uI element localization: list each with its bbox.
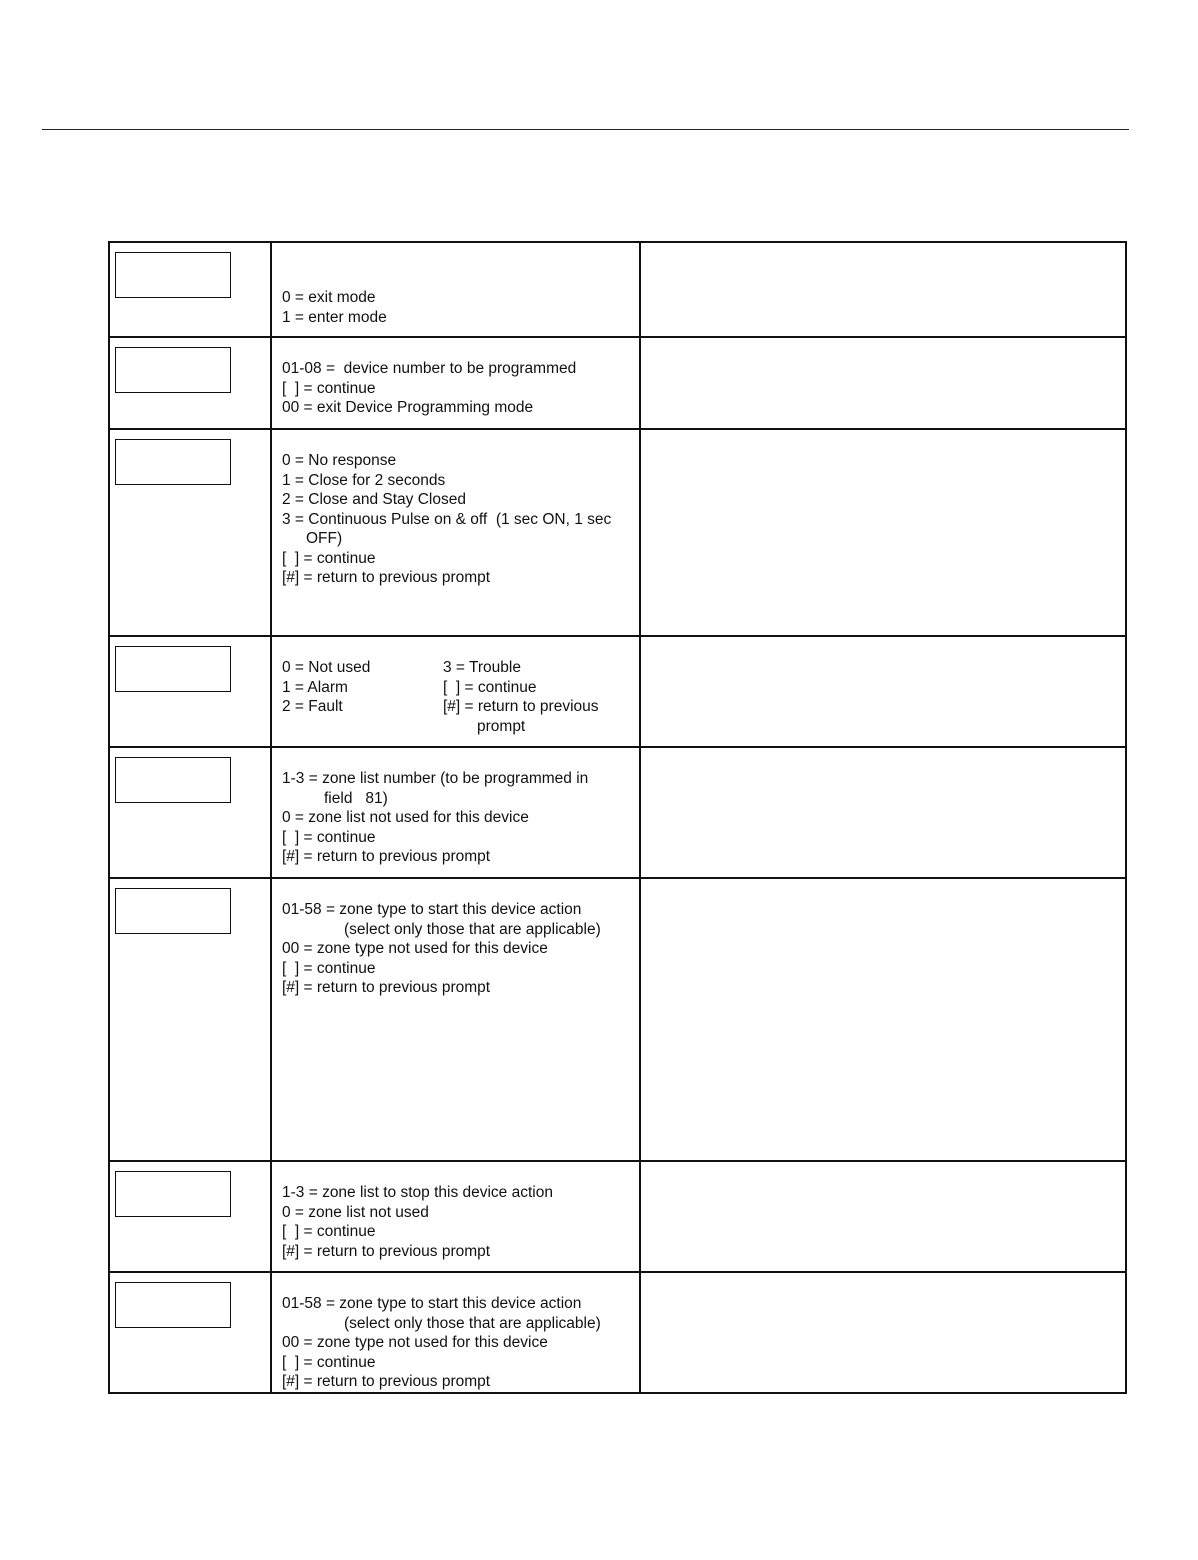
description-cell [640, 1161, 1126, 1272]
entry-line: [ ] = continue [282, 379, 376, 397]
entry-cell [271, 747, 640, 878]
entry-line: [#] = return to previous prompt [282, 1242, 491, 1260]
table-row [109, 636, 1126, 747]
entry-line: [#] = return to previous prompt [282, 848, 491, 865]
entry-line: 01-58 = zone type to start this device action [282, 1295, 582, 1312]
device-programming-table [108, 241, 1127, 1394]
header-rule [42, 129, 1129, 130]
table-row [109, 1161, 1126, 1272]
table-row [109, 429, 1126, 636]
entry-line: [ ] = continue [282, 959, 376, 977]
prompt-cell [109, 1161, 271, 1272]
description-cell [640, 1272, 1126, 1393]
entry-line: 00 = exit Device Programming mode [282, 399, 534, 416]
prompt-cell [109, 1272, 271, 1393]
description-cell [640, 429, 1126, 636]
entry-line: 1 = enter mode [282, 308, 387, 326]
description-cell [640, 636, 1126, 747]
entry-line: [#] = return to previous prompt [282, 979, 491, 996]
entry-line: 00 = zone type not used for this device [282, 940, 548, 957]
entry-line: [#] = return to previous prompt [282, 1373, 491, 1390]
entry-line: OFF) [306, 530, 343, 547]
keypad-display-box [115, 888, 231, 934]
keypad-display-box [115, 252, 231, 298]
table-row [109, 878, 1126, 1161]
entry-line: (select only those that are applicable) [344, 1314, 601, 1332]
entry-cell [271, 337, 640, 429]
prompt-cell [109, 242, 271, 337]
prompt-cell [109, 337, 271, 429]
entry-line: [ ] = continue [282, 549, 376, 567]
entry-line: [ ] = continue [443, 678, 537, 696]
entry-cell [271, 636, 640, 747]
entry-line: [ ] = continue [282, 1223, 376, 1240]
prompt-cell [109, 429, 271, 636]
keypad-display-box [115, 1282, 231, 1328]
entry-line: 0 = exit mode [282, 289, 376, 306]
entry-line: [#] = return to previous prompt [282, 569, 491, 586]
keypad-display-box [115, 347, 231, 393]
entry-line: 1-3 = zone list number (to be programmed in [282, 770, 589, 787]
table-row [109, 747, 1126, 878]
prompt-cell [109, 636, 271, 747]
keypad-display-box [115, 757, 231, 803]
table-row [109, 337, 1126, 429]
entry-line: prompt [477, 717, 526, 735]
entry-line: 0 = zone list not used for this device [282, 809, 529, 826]
entry-line: 0 = No response [282, 452, 397, 469]
entry-cell [271, 878, 640, 1161]
entry-line: 1 = Alarm [282, 678, 348, 696]
entry-line: 2 = Close and Stay Closed [282, 491, 466, 508]
entry-cell [271, 1272, 640, 1393]
entry-line: [#] = return to previous [443, 698, 599, 715]
entry-line: (select only those that are applicable) [344, 920, 601, 938]
entry-line: 0 = Not used [282, 659, 371, 676]
prompt-cell [109, 878, 271, 1161]
entry-line: 0 = zone list not used [282, 1203, 429, 1221]
table-row [109, 242, 1126, 337]
entry-cell [271, 242, 640, 337]
entry-line: field 81) [324, 789, 388, 807]
description-cell [640, 337, 1126, 429]
keypad-display-box [115, 439, 231, 485]
entry-right-column [443, 658, 633, 736]
entry-line: 3 = Trouble [443, 659, 521, 676]
entry-cell [271, 429, 640, 636]
keypad-display-box [115, 646, 231, 692]
entry-line: [ ] = continue [282, 828, 376, 846]
entry-line: 1 = Close for 2 seconds [282, 471, 446, 489]
description-cell [640, 747, 1126, 878]
entry-line: 00 = zone type not used for this device [282, 1334, 548, 1351]
entry-line: 01-08 = device number to be programmed [282, 360, 577, 377]
entry-line: [ ] = continue [282, 1353, 376, 1371]
description-cell [640, 878, 1126, 1161]
entry-line: 3 = Continuous Pulse on & off (1 sec ON, 1 sec [282, 510, 612, 528]
table-row [109, 1272, 1126, 1393]
entry-line: 2 = Fault [282, 698, 343, 715]
entry-left-column [282, 658, 443, 736]
entry-cell [271, 1161, 640, 1272]
prompt-cell [109, 747, 271, 878]
keypad-display-box [115, 1171, 231, 1217]
description-cell [640, 242, 1126, 337]
entry-line: 1-3 = zone list to stop this device action [282, 1184, 553, 1201]
entry-line: 01-58 = zone type to start this device action [282, 901, 582, 918]
